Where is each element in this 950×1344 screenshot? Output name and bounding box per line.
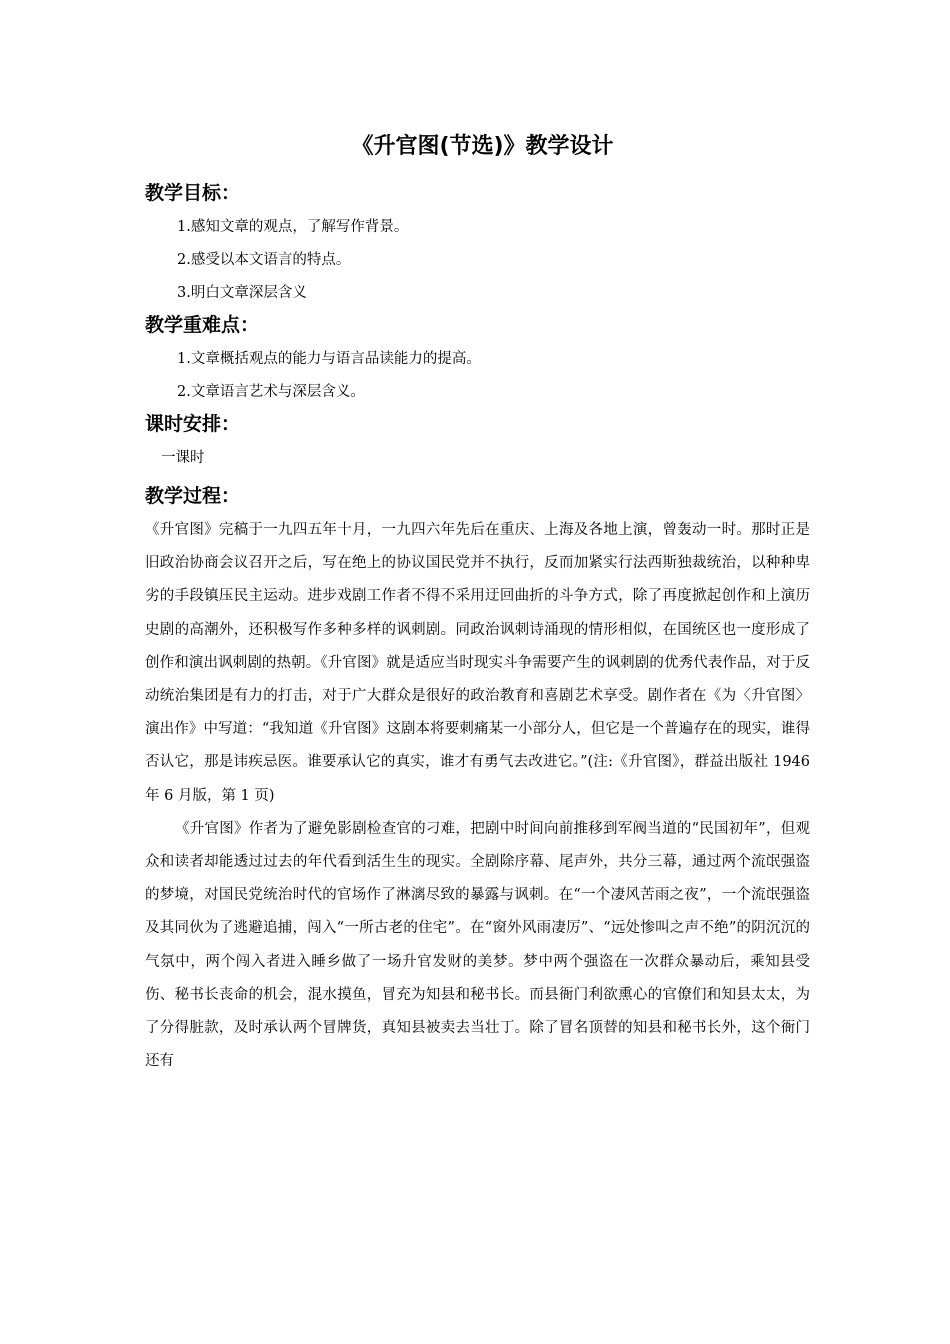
objective-item: 1.感知文章的观点，了解写作背景。 — [177, 219, 409, 235]
process-section — [145, 481, 810, 1078]
objectives-heading: 教学目标： — [145, 182, 241, 204]
schedule-text: 一课时 — [161, 450, 205, 466]
objectives-section — [145, 178, 810, 310]
schedule-section — [145, 409, 810, 475]
key-points-section — [145, 310, 810, 409]
process-paragraph: 《升官图》作者为了避免影剧检查官的刁难，把剧中时间向前推移到军阀当道的“民国初年”，但观众和读者却能透过过去的年代看到活生生的现实。全剧除序幕、尾声外，共分三幕，通过两个流氓强盗的梦境，对国民党统治时代的官场作了淋漓尽致的暴露与讽刺。在“一个凄风苦雨之夜”，一个流氓强盗及其同伙为了逃避追捕，闯入“一所古老的住宅”。在“窗外风雨凄厉”、“远处惨叫之声不绝”的阴沉沉的气氛中，两个闯入者进入睡乡做了一场升官发财的美梦。梦中两个强盗在一次群众暴动后，乘知县受伤、秘书长丧命的机会，混水摸鱼，冒充为知县和秘书长。而县衙门利欲熏心的官僚们和知县太太，为了分得脏款，及时承认两个冒牌货，真知县被卖去当壮丁。除了冒名顶替的知县和秘书长外，这个衙门还有 — [145, 820, 810, 1070]
schedule-heading: 课时安排： — [145, 413, 241, 435]
key-point-item: 1.文章概括观点的能力与语言品读能力的提高。 — [177, 351, 481, 367]
process-heading: 教学过程： — [145, 485, 241, 507]
document-title: 《升官图(节选)》教学设计 — [351, 134, 614, 159]
objective-item: 2.感受以本文语言的特点。 — [177, 252, 351, 268]
process-paragraph: 《升官图》完稿于一九四五年十月，一九四六年先后在重庆、上海及各地上演，曾轰动一时。那时正是旧政治协商会议召开之后，写在绝上的协议国民党并不执行，反而加紧实行法西斯独裁统治，以种种卑劣的手段镇压民主运动。进步戏剧工作者不得不采用迂回曲折的斗争方式，除了再度掀起创作和上演历史剧的高潮外，还积极写作多种多样的讽刺剧。同政治讽刺诗涌现的情形相似，在国统区也一度形成了创作和演出讽刺剧的热朝。《升官图》就是适应当时现实斗争需要产生的讽刺剧的优秀代表作品，对于反动统治集团是有力的打击，对于广大群众是很好的政治教育和喜剧艺术享受。剧作者在《为〈升官图〉演出作》中写道：“我知道《升官图》这剧本将要刺痛某一小部分人，但它是一个普遍存在的现实，谁得否认它，那是讳疾忌医。谁要承认它的真实，谁才有勇气去改进它。”(注:《升官图》，群益出版社 1946 年 6 月版，第 1 页) — [145, 522, 810, 804]
document-page — [145, 130, 810, 1078]
key-points-heading: 教学重难点： — [145, 314, 260, 336]
key-point-item: 2.文章语言艺术与深层含义。 — [177, 384, 365, 400]
objective-item: 3.明白文章深层含义 — [177, 285, 307, 301]
